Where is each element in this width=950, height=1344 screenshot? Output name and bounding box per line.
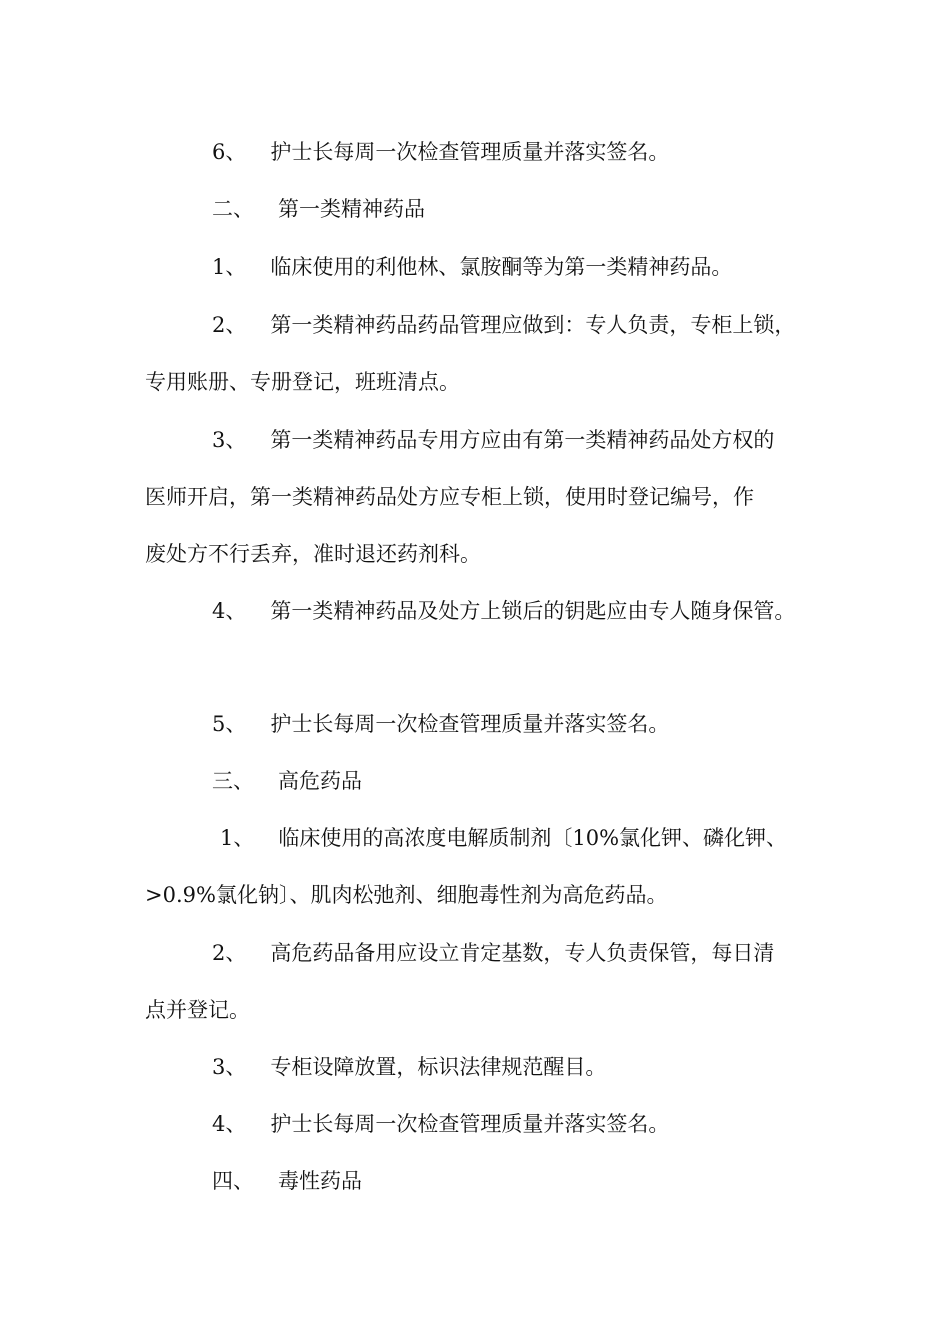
text-line — [212, 138, 669, 166]
line-text: 废处方不行丢弃，准时退还药剂科。 — [145, 542, 481, 566]
line-text: 点并登记。 — [145, 998, 250, 1022]
line-text: 第一类精神药品专用方应由有第一类精神药品处方权的 — [270, 428, 775, 452]
text-line-continued — [145, 483, 754, 511]
line-text: 专用账册、专册登记，班班清点。 — [145, 370, 460, 394]
line-text: 护士长每周一次检查管理质量并落实签名。 — [270, 712, 670, 736]
line-text: 专柜设障放置，标识法律规范醒目。 — [270, 1055, 607, 1079]
line-text: 医师开启，第一类精神药品处方应专柜上锁，使用时登记编号，作 — [145, 485, 754, 509]
section-number: 三、 — [212, 769, 254, 793]
item-number: 3、 — [212, 1055, 247, 1079]
text-line-continued — [145, 540, 481, 568]
text-line-continued — [145, 996, 250, 1024]
item-number: 2、 — [212, 313, 247, 337]
section-number: 二、 — [212, 197, 254, 221]
text-line-continued — [145, 368, 460, 396]
line-text: 第一类精神药品及处方上锁后的钥匙应由专人随身保管。 — [270, 599, 796, 623]
text-line — [212, 311, 795, 339]
item-number: 1、 — [212, 255, 247, 279]
item-number: 6、 — [212, 140, 247, 164]
item-number: 2、 — [212, 941, 247, 965]
line-text: >0.9%氯化钠〕、肌肉松弛剂、细胞毒性剂为高危药品。 — [145, 883, 668, 907]
section-title: 第一类精神药品 — [278, 197, 425, 221]
section-title: 毒性药品 — [278, 1169, 362, 1193]
text-line — [212, 939, 774, 967]
line-text: 临床使用的利他林、氯胺酮等为第一类精神药品。 — [270, 255, 733, 279]
item-number: 1、 — [220, 826, 255, 850]
text-line — [212, 1110, 669, 1138]
item-number: 4、 — [212, 1112, 247, 1136]
section-heading — [212, 1167, 362, 1195]
section-heading — [212, 767, 362, 795]
item-number: 3、 — [212, 428, 247, 452]
text-line — [212, 710, 669, 738]
section-heading — [212, 195, 425, 223]
line-text: 护士长每周一次检查管理质量并落实签名。 — [270, 140, 670, 164]
item-number: 4、 — [212, 599, 247, 623]
line-text: 第一类精神药品药品管理应做到：专人负责，专柜上锁， — [270, 313, 796, 337]
text-line — [212, 597, 795, 625]
section-number: 四、 — [212, 1169, 254, 1193]
line-text: 临床使用的高浓度电解质制剂〔10%氯化钾、磷化钾、 — [278, 826, 788, 850]
section-title: 高危药品 — [278, 769, 362, 793]
text-line — [212, 1053, 606, 1081]
line-text: 护士长每周一次检查管理质量并落实签名。 — [270, 1112, 670, 1136]
text-line — [212, 426, 774, 454]
line-text: 高危药品备用应设立肯定基数，专人负责保管，每日清 — [270, 941, 775, 965]
text-line — [220, 824, 787, 852]
item-number: 5、 — [212, 712, 247, 736]
text-line — [212, 253, 732, 281]
text-line-continued — [145, 881, 667, 909]
